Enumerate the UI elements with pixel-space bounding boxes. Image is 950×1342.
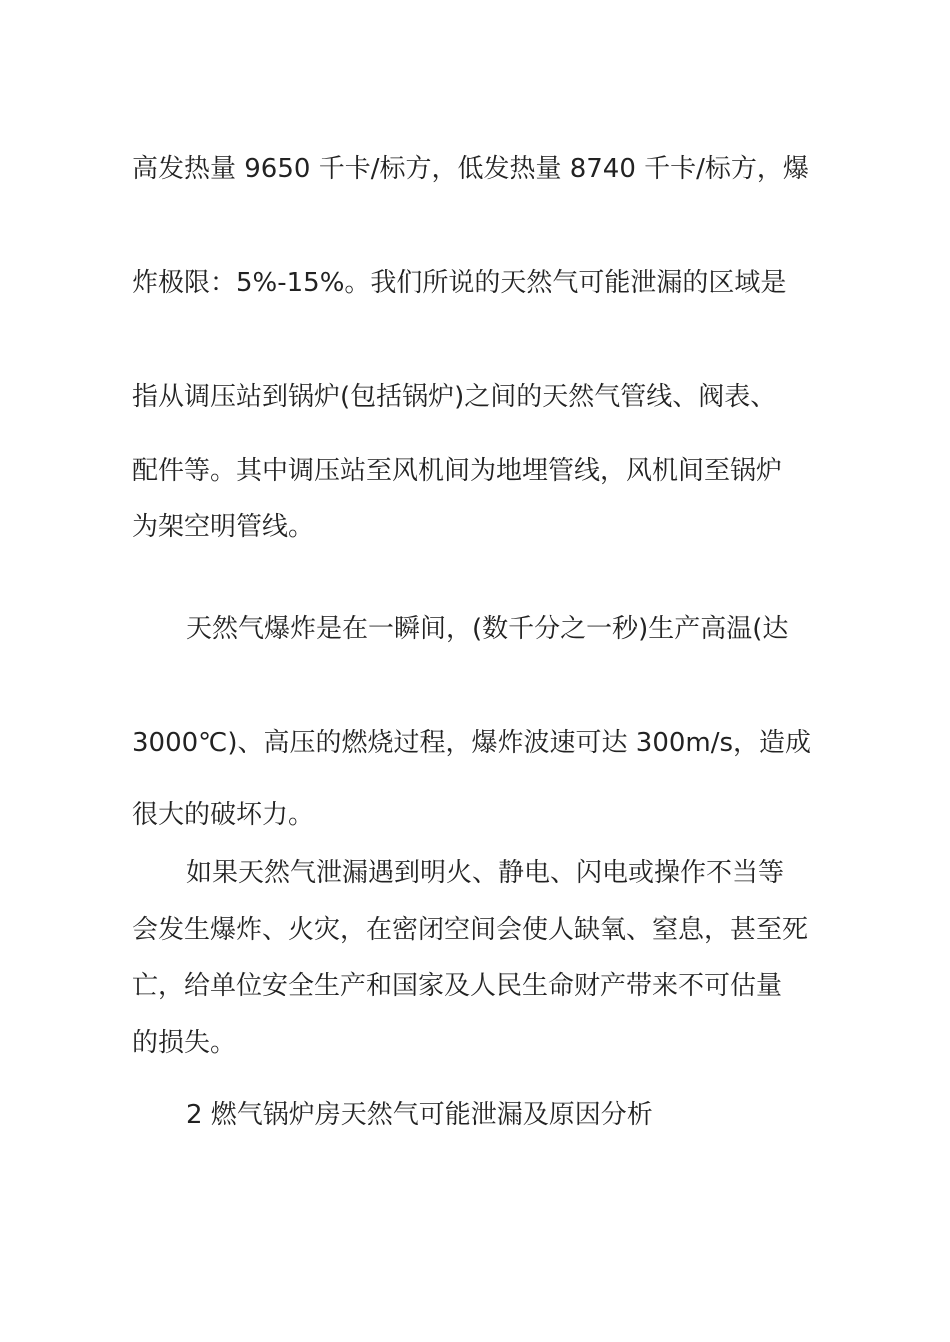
text-line: 高发热量 9650 千卡/标方，低发热量 8740 千卡/标方，爆 [132, 154, 809, 184]
text-line: 会发生爆炸、火灾，在密闭空间会使人缺氧、窒息，甚至死 [132, 915, 809, 945]
text-line: 很大的破坏力。 [132, 800, 315, 830]
text-line: 为架空明管线。 [132, 512, 315, 542]
text-line: 亡，给单位安全生产和国家及人民生命财产带来不可估量 [132, 971, 783, 1001]
section-heading: 2 燃气锅炉房天然气可能泄漏及原因分析 [186, 1100, 653, 1130]
text-line: 如果天然气泄漏遇到明火、静电、闪电或操作不当等 [186, 858, 785, 888]
text-line: 的损失。 [132, 1028, 237, 1058]
text-line: 3000℃)、高压的燃烧过程，爆炸波速可达 300m/s，造成 [132, 728, 812, 758]
text-line: 炸极限：5%-15%。我们所说的天然气可能泄漏的区域是 [132, 268, 787, 298]
text-line: 配件等。其中调压站至风机间为地埋管线，风机间至锅炉 [132, 456, 783, 486]
text-line: 指从调压站到锅炉(包括锅炉)之间的天然气管线、阀表、 [132, 382, 777, 412]
text-line: 天然气爆炸是在一瞬间，(数千分之一秒)生产高温(达 [186, 614, 789, 644]
